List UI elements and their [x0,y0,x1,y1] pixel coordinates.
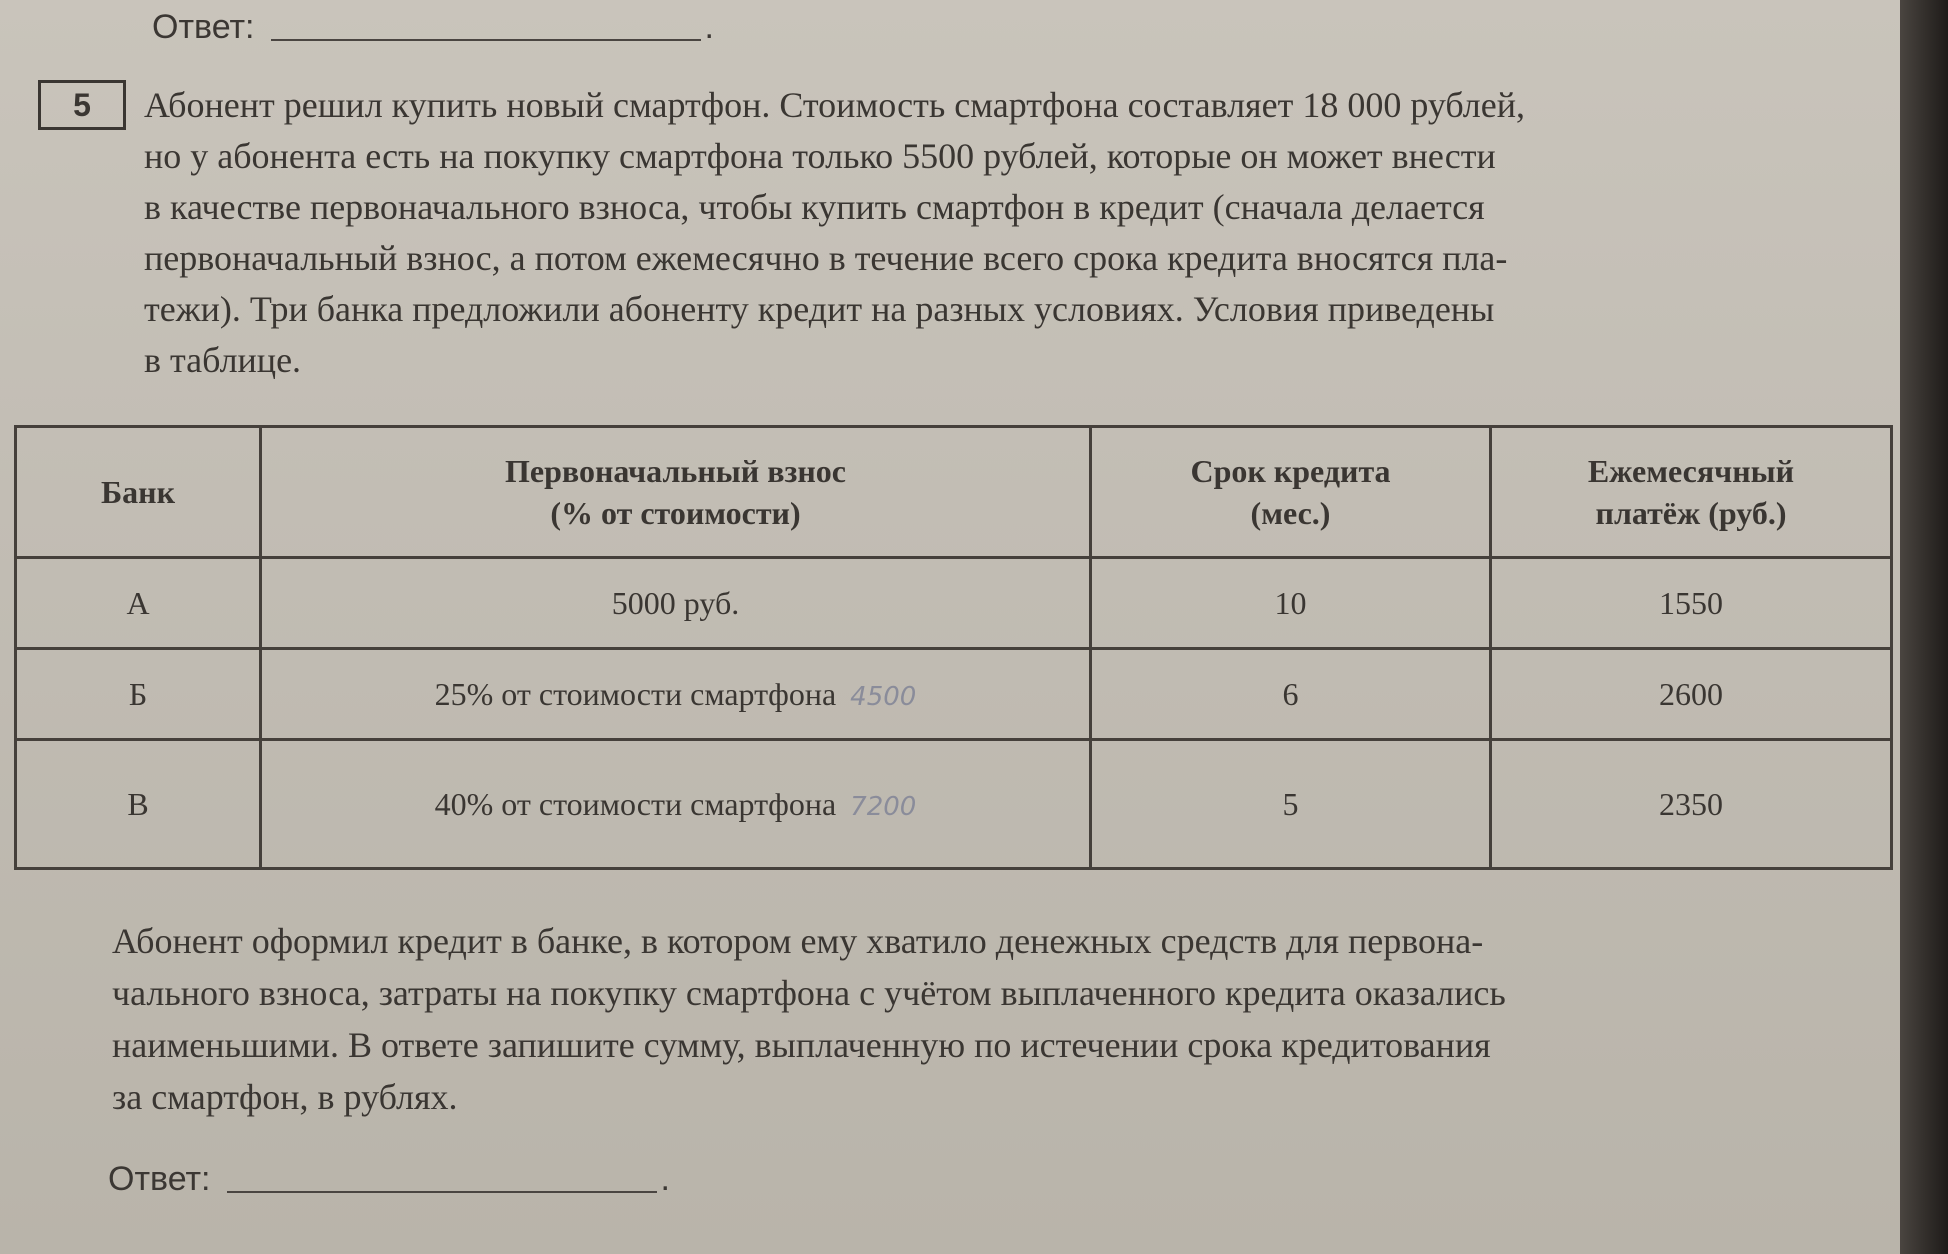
handwritten-note: 7200 [850,791,917,822]
task-question-line: Абонент оформил кредит в банке, в котором ему хватило денежных средств для первона- [112,921,1484,961]
answer-dot: . [660,1160,670,1198]
answer-top [152,8,714,47]
header-term-line2: (мес.) [1250,495,1331,531]
task-question-line: чального взноса, затраты на покупку смартфона с учётом выплаченного кредита оказались [112,973,1506,1013]
cell-term: 10 [1091,558,1491,649]
cell-monthly: 2600 [1491,649,1892,740]
answer-label: Ответ: [152,8,255,46]
header-term-line1: Срок кредита [1190,453,1391,489]
answer-line [271,39,701,41]
header-bank: Банк [16,427,261,558]
cell-bank: В [16,740,261,869]
table-row [16,649,1892,740]
cell-down-payment [261,740,1091,869]
task-question-line: наименьшими. В ответе запишите сумму, выплаченную по истечении срока кредитования [112,1025,1491,1065]
header-term [1091,427,1491,558]
header-monthly-line2: платёж (руб.) [1595,495,1787,531]
table-row [16,558,1892,649]
task-text-line: первоначальный взнос, а потом ежемесячно в течение всего срока кредита вносятся пла- [144,238,1508,278]
table-header-row [16,427,1892,558]
cell-bank: А [16,558,261,649]
task-question-line: за смартфон, в рублях. [112,1077,458,1117]
table-row [16,740,1892,869]
task-text [144,80,1879,386]
handwritten-note: 4500 [850,681,917,712]
task-text-line: в таблице. [144,340,302,380]
answer-label: Ответ: [108,1160,211,1198]
answer-bottom [108,1160,670,1199]
cell-down-payment-text: 5000 руб. [611,584,740,621]
cell-monthly: 2350 [1491,740,1892,869]
cell-term: 5 [1091,740,1491,869]
cell-term: 6 [1091,649,1491,740]
cell-down-payment [261,649,1091,740]
task-text-line: но у абонента есть на покупку смартфона только 5500 рублей, которые он может внести [144,136,1496,176]
task-text-line: тежи). Три банка предложили абоненту кредит на разных условиях. Условия приведены [144,289,1495,329]
header-monthly-line1: Ежемесячный [1587,453,1795,489]
answer-dot: . [704,8,714,46]
answer-input-line[interactable] [227,1191,657,1193]
cell-down-payment-text: 25% от стоимости смартфона [434,675,837,712]
header-down-payment-line2: (% от стоимости) [550,495,801,531]
header-down-payment-line1: Первоначальный взнос [505,453,846,489]
task-text-line: в качестве первоначального взноса, чтобы купить смартфон в кредит (сначала делается [144,187,1485,227]
task-number: 5 [38,80,126,130]
header-monthly [1491,427,1892,558]
cell-down-payment [261,558,1091,649]
page-edge-shadow [1900,0,1948,1254]
cell-monthly: 1550 [1491,558,1892,649]
task-text-line: Абонент решил купить новый смартфон. Стоимость смартфона составляет 18 000 рублей, [144,85,1526,125]
cell-down-payment-text: 40% от стоимости смартфона [434,785,837,822]
cell-bank: Б [16,649,261,740]
task-question [112,915,1902,1123]
header-down-payment [261,427,1091,558]
credit-conditions-table [14,425,1893,870]
